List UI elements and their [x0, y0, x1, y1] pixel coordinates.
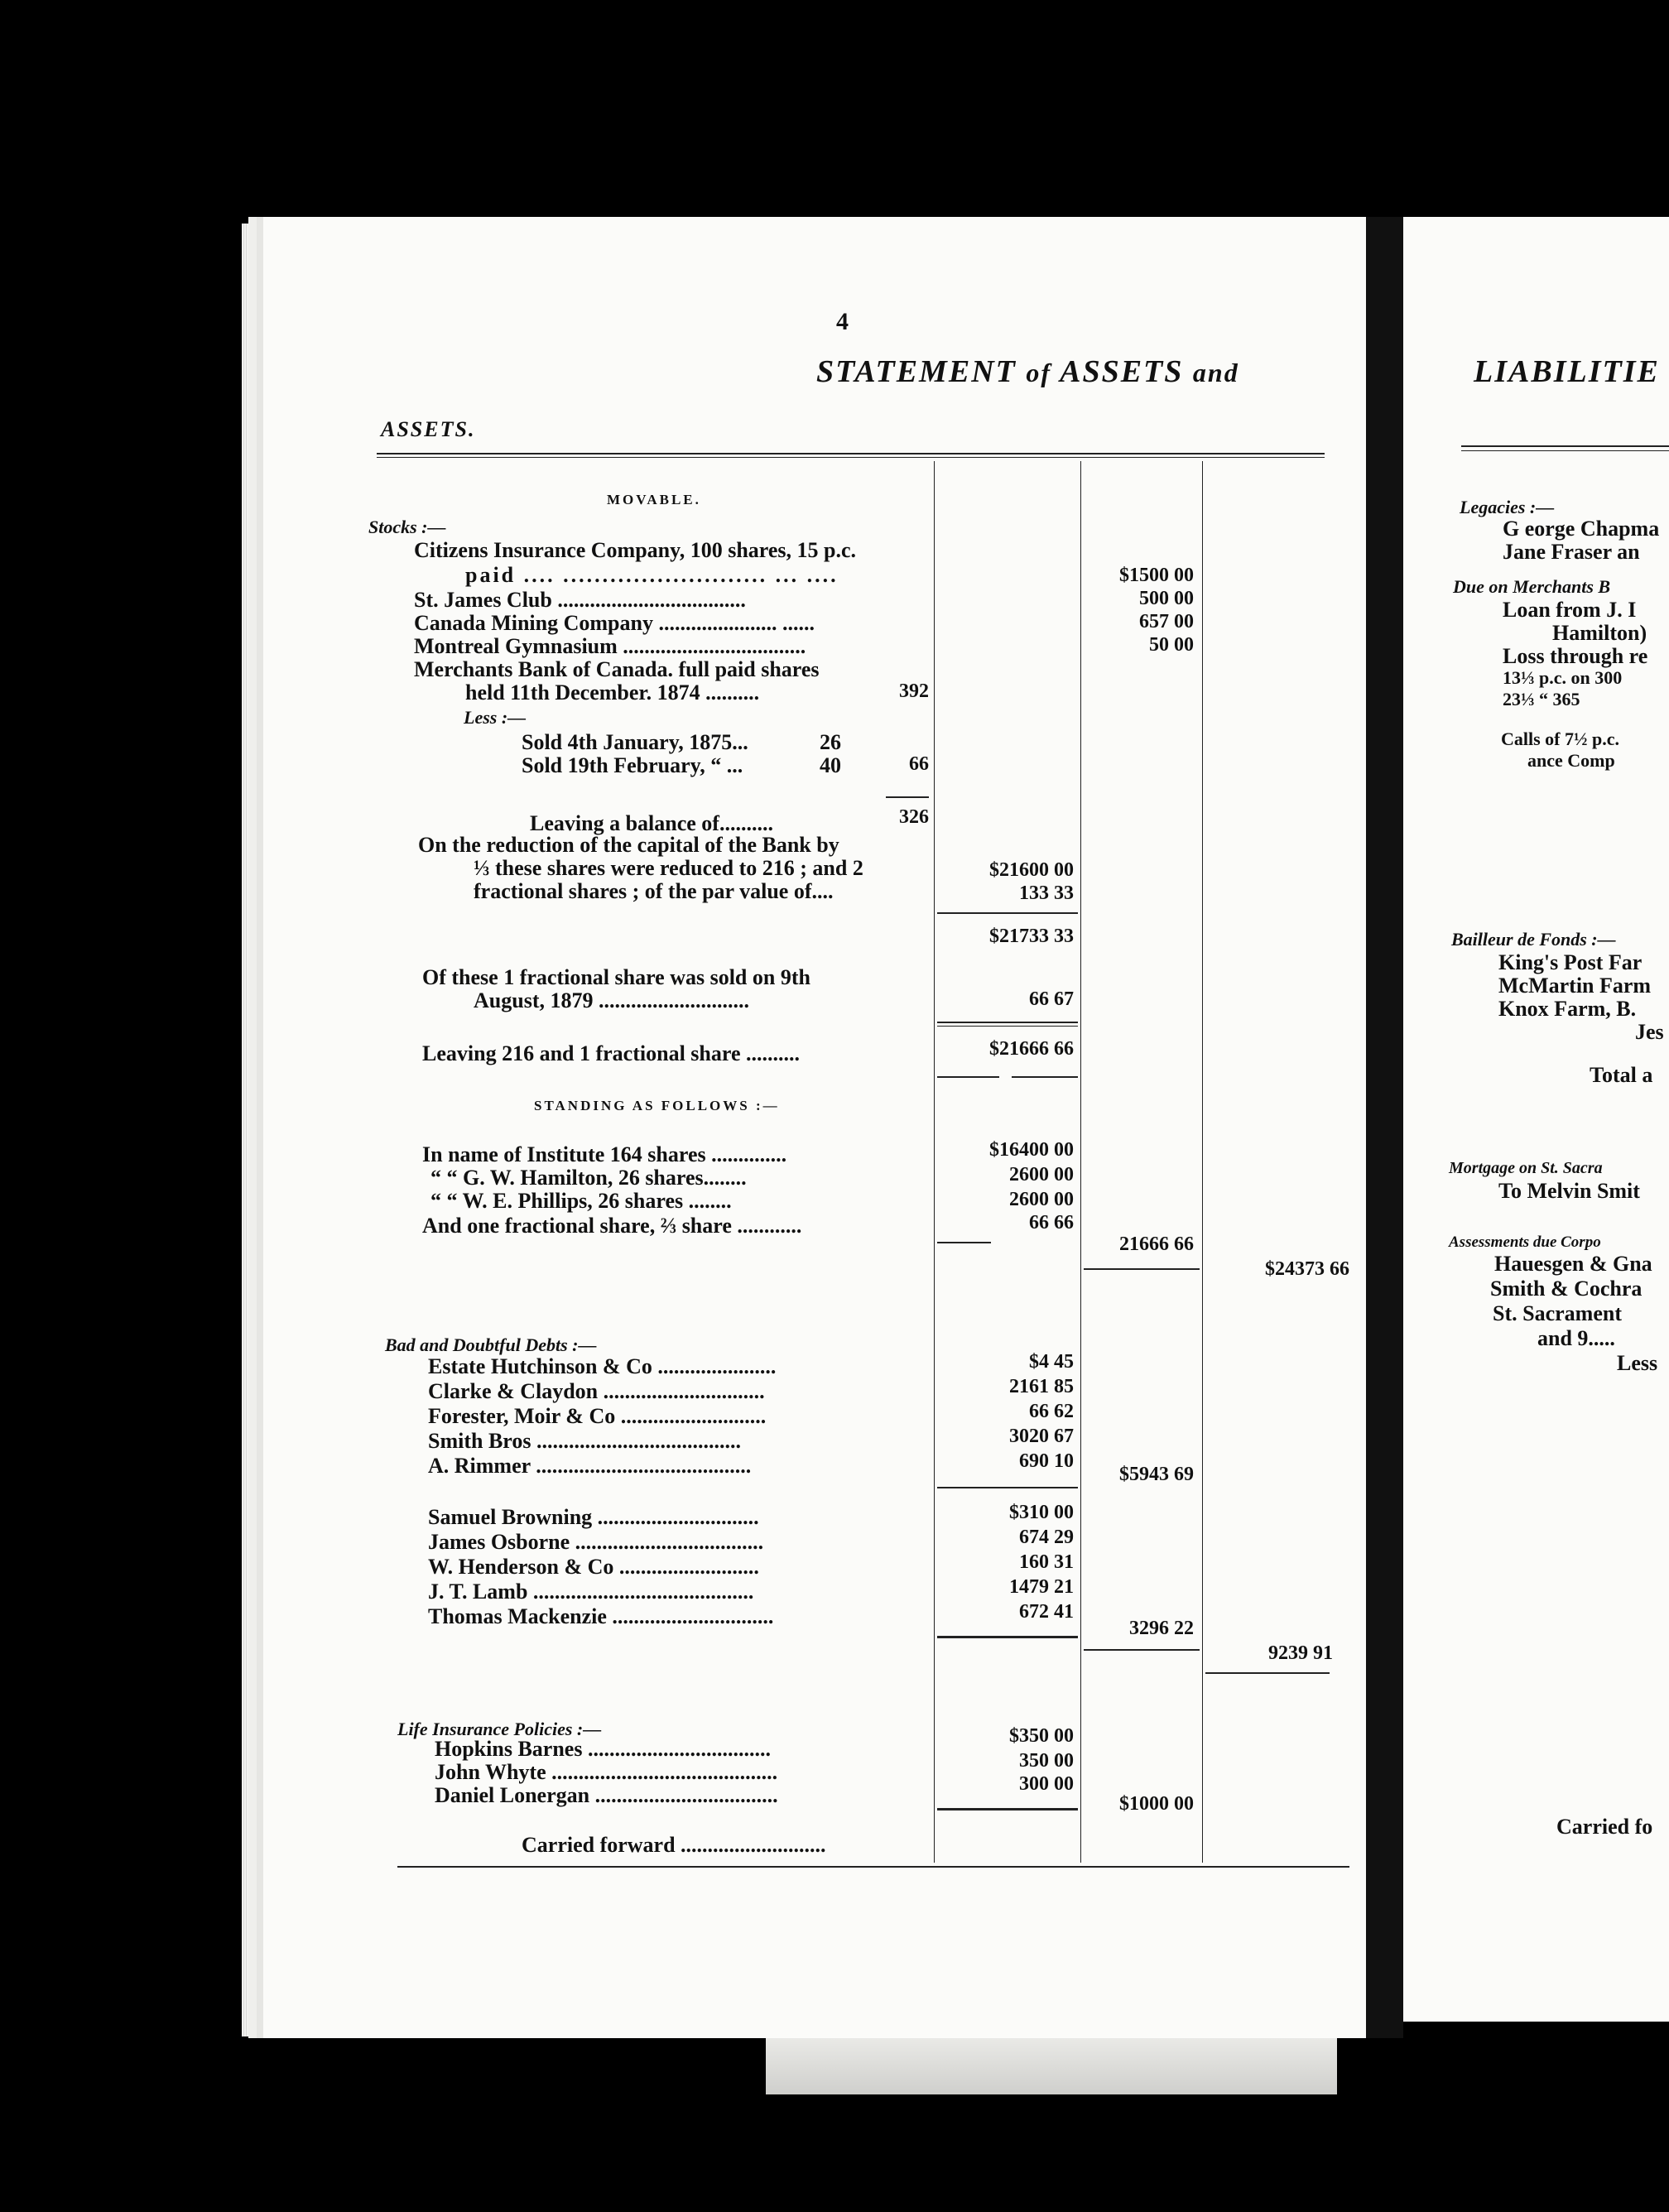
legacies-heading: Legacies :— [1460, 497, 1555, 517]
right-carried-forward: Carried fo [1556, 1815, 1653, 1839]
footer-rule [397, 1866, 1349, 1868]
bad-debt-amount: 2161 85 [1009, 1376, 1074, 1397]
standing-row: “ “ W. E. Phillips, 26 shares ........ [430, 1189, 732, 1213]
right-header-rule [1461, 445, 1669, 447]
bad-debt-amount: 1479 21 [1009, 1576, 1074, 1598]
col-rule-2 [1080, 461, 1081, 1863]
bailleur-heading: Bailleur de Fonds :— [1451, 929, 1616, 950]
merchants-shares: 392 [899, 680, 929, 702]
life-policy-amount: 350 00 [1019, 1750, 1074, 1772]
assessment-line: St. Sacrament [1493, 1301, 1622, 1325]
reduction-amount-2: 133 33 [1019, 882, 1074, 904]
mortgage-line: To Melvin Smit [1498, 1179, 1640, 1203]
standing-amount: 66 66 [1029, 1212, 1074, 1233]
stock-amount: 500 00 [1139, 588, 1194, 609]
life-policy-row: Hopkins Barnes .................................. [435, 1737, 771, 1761]
life-policy-amount: $350 00 [1009, 1725, 1074, 1747]
bad-group2-total-rule [1084, 1649, 1200, 1651]
col-rule-1 [934, 461, 935, 1863]
standing-amount: 2600 00 [1009, 1164, 1074, 1185]
sold-line-1-count: 26 [820, 730, 841, 754]
calls-line: Calls of 7½ p.c. [1501, 729, 1619, 749]
fractional-rule-2 [937, 1026, 1078, 1027]
life-total: $1000 00 [1119, 1793, 1194, 1815]
movable-heading: MOVABLE. [607, 492, 701, 507]
book-gutter [1366, 217, 1403, 2038]
bailleur-line: Jes [1635, 1020, 1664, 1044]
bad-debt-amount: 66 62 [1029, 1401, 1074, 1422]
bad-group2-total: 3296 22 [1129, 1618, 1194, 1639]
stock-amount: 50 00 [1149, 634, 1194, 656]
bad-debt-row: J. T. Lamb ......................................... [428, 1580, 754, 1604]
leaving-216-amount: $21666 66 [989, 1038, 1074, 1060]
assessment-line: and 9..... [1537, 1326, 1615, 1350]
standing-heading: STANDING AS FOLLOWS :— [534, 1098, 780, 1113]
header-rule-2 [377, 457, 1325, 458]
fractional-amount: 66 67 [1029, 988, 1074, 1010]
stocks-heading: Stocks :— [368, 517, 446, 537]
due-line: 13⅓ p.c. on 300 [1503, 667, 1623, 688]
sold-line-1: Sold 4th January, 1875... [522, 730, 748, 754]
leaving-rule-a [937, 1076, 999, 1078]
bad-group2-rule [937, 1636, 1078, 1638]
leaving-balance: Leaving a balance of.......... [530, 811, 773, 835]
life-policy-row: Daniel Lonergan .................................. [435, 1783, 778, 1807]
stock-amount: $1500 00 [1119, 565, 1194, 586]
bailleur-line: King's Post Far [1498, 950, 1643, 974]
life-insurance-heading: Life Insurance Policies :— [397, 1719, 602, 1739]
due-line: Loan from J. I [1503, 598, 1637, 622]
bad-debt-row: Samuel Browning .............................. [428, 1505, 759, 1529]
due-line: Hamilton) [1552, 621, 1647, 645]
standing-row: In name of Institute 164 shares .............. [422, 1142, 787, 1166]
bad-debt-amount: 690 10 [1019, 1450, 1074, 1472]
header-rule [377, 453, 1325, 454]
life-policy-amount: 300 00 [1019, 1773, 1074, 1795]
assets-section-label: ASSETS. [381, 417, 476, 441]
merchants-line-2: held 11th December. 1874 .......... [465, 680, 760, 704]
reduction-line-3: fractional shares ; of the par value of.... [474, 879, 834, 903]
right-title: LIABILITIE [1474, 354, 1660, 389]
bailleur-total: Total a [1590, 1063, 1653, 1087]
subtotal-amount: $21733 33 [989, 926, 1074, 947]
left-page [248, 217, 1389, 2038]
standing-amount: 2600 00 [1009, 1189, 1074, 1210]
calls-line: ance Comp [1527, 750, 1615, 771]
bad-debt-row: Clarke & Claydon .............................. [428, 1379, 765, 1403]
stock-line: Canada Mining Company ...................... ...... [414, 611, 815, 635]
bad-debt-row: James Osborne ................................... [428, 1530, 764, 1554]
bad-debt-amount: 160 31 [1019, 1551, 1074, 1573]
fractional-rule [937, 1022, 1078, 1023]
col-rule-3 [1202, 461, 1203, 1863]
leaving-rule-b [1012, 1076, 1078, 1078]
fractional-line-1: Of these 1 fractional share was sold on 9th [422, 965, 810, 989]
life-policy-row: John Whyte .......................................... [435, 1760, 778, 1784]
stocks-total-rule [1084, 1268, 1200, 1270]
legacy-line: Jane Fraser an [1503, 540, 1640, 564]
due-line: Loss through re [1503, 644, 1648, 668]
sold-rule [886, 796, 929, 798]
bad-debt-amount: 672 41 [1019, 1601, 1074, 1623]
title-of: of [1026, 358, 1051, 387]
reduction-line-2: ⅓ these shares were reduced to 216 ; and 2 [474, 856, 863, 880]
right-page [1403, 217, 1669, 2022]
title-statement: STATEMENT [816, 354, 1017, 389]
stock-line: paid .... .......................... ... .... [465, 563, 839, 587]
stock-line: Citizens Insurance Company, 100 shares, 15 p.c. [414, 538, 857, 562]
bad-debt-amount: 3020 67 [1009, 1426, 1074, 1447]
assessment-line: Hauesgen & Gna [1494, 1252, 1652, 1276]
bad-debt-amount: $310 00 [1009, 1502, 1074, 1523]
mortgage-heading: Mortgage on St. Sacra [1449, 1159, 1603, 1177]
legacy-line: G eorge Chapma [1503, 517, 1660, 541]
bailleur-line: McMartin Farm [1498, 974, 1652, 998]
reduction-amount-1: $21600 00 [989, 859, 1074, 881]
bad-debt-row: W. Henderson & Co .......................... [428, 1555, 759, 1579]
merchants-line-1: Merchants Bank of Canada. full paid shares [414, 657, 820, 681]
bad-debt-row: Estate Hutchinson & Co ...................... [428, 1354, 777, 1378]
life-rule [937, 1808, 1078, 1810]
page-tab [766, 2032, 1337, 2094]
title-assets: ASSETS [1060, 354, 1184, 389]
sold-total: 66 [909, 753, 929, 775]
assessments-heading: Assessments due Corpo [1449, 1233, 1601, 1251]
standing-rule-a [937, 1242, 991, 1243]
sold-line-2: Sold 19th February, “ ... [522, 753, 743, 777]
bad-debts-grand-total: 9239 91 [1268, 1642, 1333, 1664]
due-heading: Due on Merchants B [1453, 576, 1611, 597]
stocks-total: 21666 66 [1119, 1233, 1194, 1255]
leaving-balance-count: 326 [899, 806, 929, 828]
bad-debt-row: A. Rimmer ........................................ [428, 1454, 752, 1478]
less-heading: Less :— [464, 707, 527, 728]
bad-debt-row: Thomas Mackenzie .............................. [428, 1604, 774, 1628]
stock-line: St. James Club ................................... [414, 588, 746, 612]
carried-forward: Carried forward ........................... [522, 1833, 826, 1857]
bad-debt-row: Smith Bros ...................................... [428, 1429, 741, 1453]
standing-row: “ “ G. W. Hamilton, 26 shares........ [430, 1166, 747, 1190]
leaving-216: Leaving 216 and 1 fractional share .......... [422, 1041, 800, 1065]
bad-debt-amount: 674 29 [1019, 1527, 1074, 1548]
assessment-line: Less [1617, 1351, 1658, 1375]
sold-line-2-count: 40 [820, 753, 841, 777]
bad-grand-rule [1205, 1672, 1330, 1674]
bad-debt-row: Forester, Moir & Co ........................... [428, 1404, 767, 1428]
right-header-rule-2 [1461, 450, 1669, 451]
standing-row: And one fractional share, ⅔ share ............ [422, 1214, 802, 1238]
bad-group1-total: $5943 69 [1119, 1464, 1194, 1485]
bailleur-line: Knox Farm, B. [1498, 997, 1637, 1021]
stock-line: Montreal Gymnasium .................................. [414, 634, 806, 658]
stocks-grand-total: $24373 66 [1265, 1258, 1349, 1280]
subtotal-rule [937, 912, 1078, 914]
bad-debt-amount: $4 45 [1029, 1351, 1074, 1373]
stock-amount: 657 00 [1139, 611, 1194, 632]
title-and: and [1192, 358, 1239, 387]
bad-debts-heading: Bad and Doubtful Debts :— [385, 1334, 597, 1355]
fractional-line-2: August, 1879 ............................ [474, 988, 749, 1012]
page-number: 4 [836, 308, 849, 335]
standing-amount: $16400 00 [989, 1139, 1074, 1161]
page-title [816, 353, 1239, 390]
assessment-line: Smith & Cochra [1490, 1277, 1643, 1301]
reduction-line-1: On the reduction of the capital of the Bank by [418, 833, 839, 857]
bad-group1-rule [937, 1487, 1078, 1488]
due-line: 23⅓ “ 365 [1503, 689, 1580, 709]
